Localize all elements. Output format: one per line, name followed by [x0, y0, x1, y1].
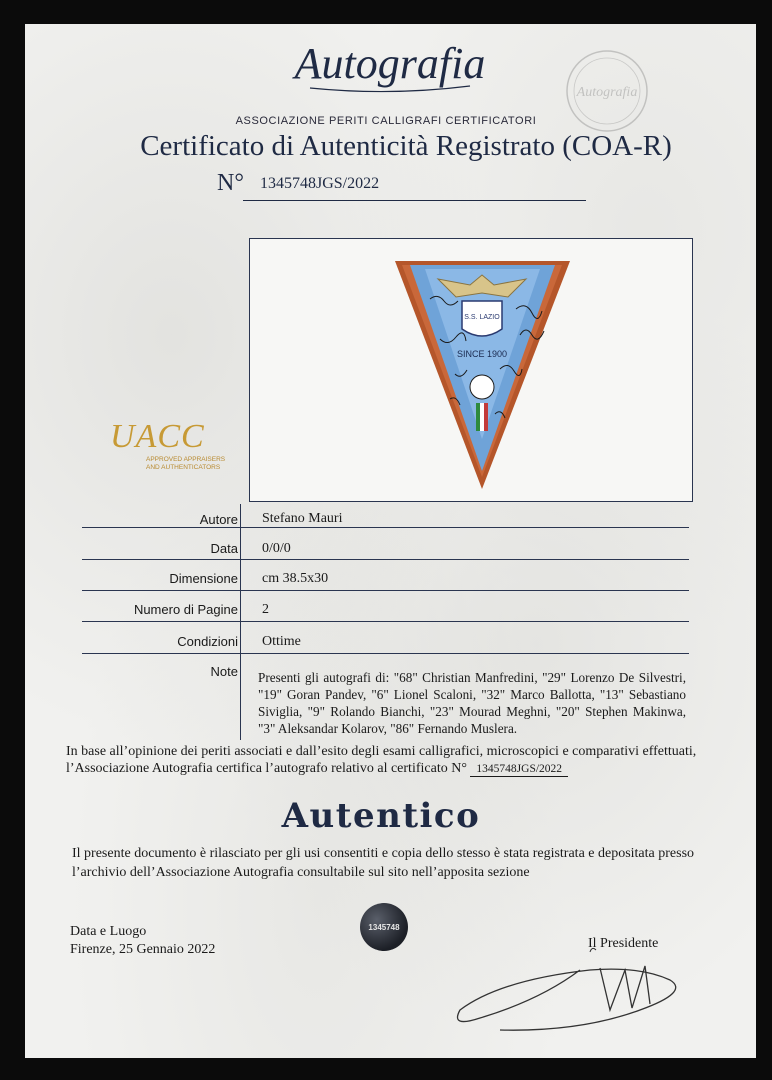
uacc-logo-text: UACC	[110, 418, 205, 455]
label-author: Autore	[199, 512, 238, 527]
value-author: Stefano Mauri	[262, 511, 343, 526]
association-name: ASSOCIAZIONE PERITI CALLIGRAFI CERTIFICATORI	[235, 115, 537, 127]
label-notes: Note	[210, 664, 238, 679]
certification-statement	[66, 743, 706, 778]
autografia-logo	[270, 30, 510, 100]
number-label: N°	[217, 170, 244, 196]
table-column-divider	[240, 504, 241, 740]
number-underline	[243, 200, 586, 201]
label-dimension: Dimensione	[169, 571, 238, 586]
table-divider	[82, 559, 689, 560]
verdict: Autentico	[281, 796, 481, 836]
date-place-label: Data e Luogo	[70, 924, 147, 939]
president-signature	[440, 940, 700, 1040]
table-divider	[82, 590, 689, 591]
statement-text: In base all’opinione dei periti associati e dall’esito degli esami calligrafici, microscopici e comparativi effettuati, l’Associazione Autografia certifica l’autografo relativo al certificato N°	[66, 744, 697, 776]
value-dimension: cm 38.5x30	[262, 571, 329, 586]
certificate-number: 1345748JGS/2022	[260, 175, 380, 192]
svg-text:Autografia: Autografia	[576, 85, 638, 100]
table-divider	[82, 527, 689, 528]
label-pages: Numero di Pagine	[133, 602, 238, 617]
label-condition: Condizioni	[177, 634, 238, 649]
pennant-image	[250, 239, 692, 501]
disclaimer-text: Il presente documento è rilasciato per gli usi consentiti e copia dello stesso è stata registrata e depositata presso l’archivio dell’Associazione Autografia consultabile sul sito nell’apposita sezione	[72, 846, 695, 880]
date-place-value: Firenze, 25 Gennaio 2022	[70, 942, 216, 957]
svg-text:SINCE 1900: SINCE 1900	[456, 349, 508, 359]
hologram-number: 1345748	[368, 922, 400, 932]
value-notes: Presenti gli autografi di: "68" Christian Manfredini, "29" Lorenzo De Silvestri, "19" Goran Pandev, "6" Lionel Scaloni, "32" Marco Ballotta, "13" Sebastiano Siviglia, "9" Rolando Bianchi, "23" Mourad Meghni, "20" Stephen Makinwa, "3" Aleksandar Kolarov, "86" Fernando Muslera.	[258, 670, 686, 736]
label-date: Data	[210, 541, 238, 556]
svg-text:Autografia: Autografia	[294, 39, 486, 88]
item-photo	[249, 238, 693, 502]
value-condition: Ottime	[262, 634, 301, 649]
president-label: Il Presidente	[588, 936, 659, 951]
svg-text:S.S. LAZIO: S.S. LAZIO	[464, 314, 500, 321]
value-date: 0/0/0	[262, 541, 291, 556]
value-pages: 2	[262, 602, 269, 617]
uacc-subtitle-1: APPROVED APPRAISERS	[146, 456, 226, 463]
uacc-logo	[110, 418, 240, 484]
certificate-title: Certificato di Autenticità Registrato (COA-R)	[140, 130, 672, 162]
table-divider	[82, 653, 689, 654]
uacc-subtitle-2: AND AUTHENTICATORS	[146, 464, 221, 471]
statement-number: 1345748JGS/2022	[470, 763, 568, 777]
table-divider	[82, 621, 689, 622]
hologram-seal	[360, 903, 408, 951]
